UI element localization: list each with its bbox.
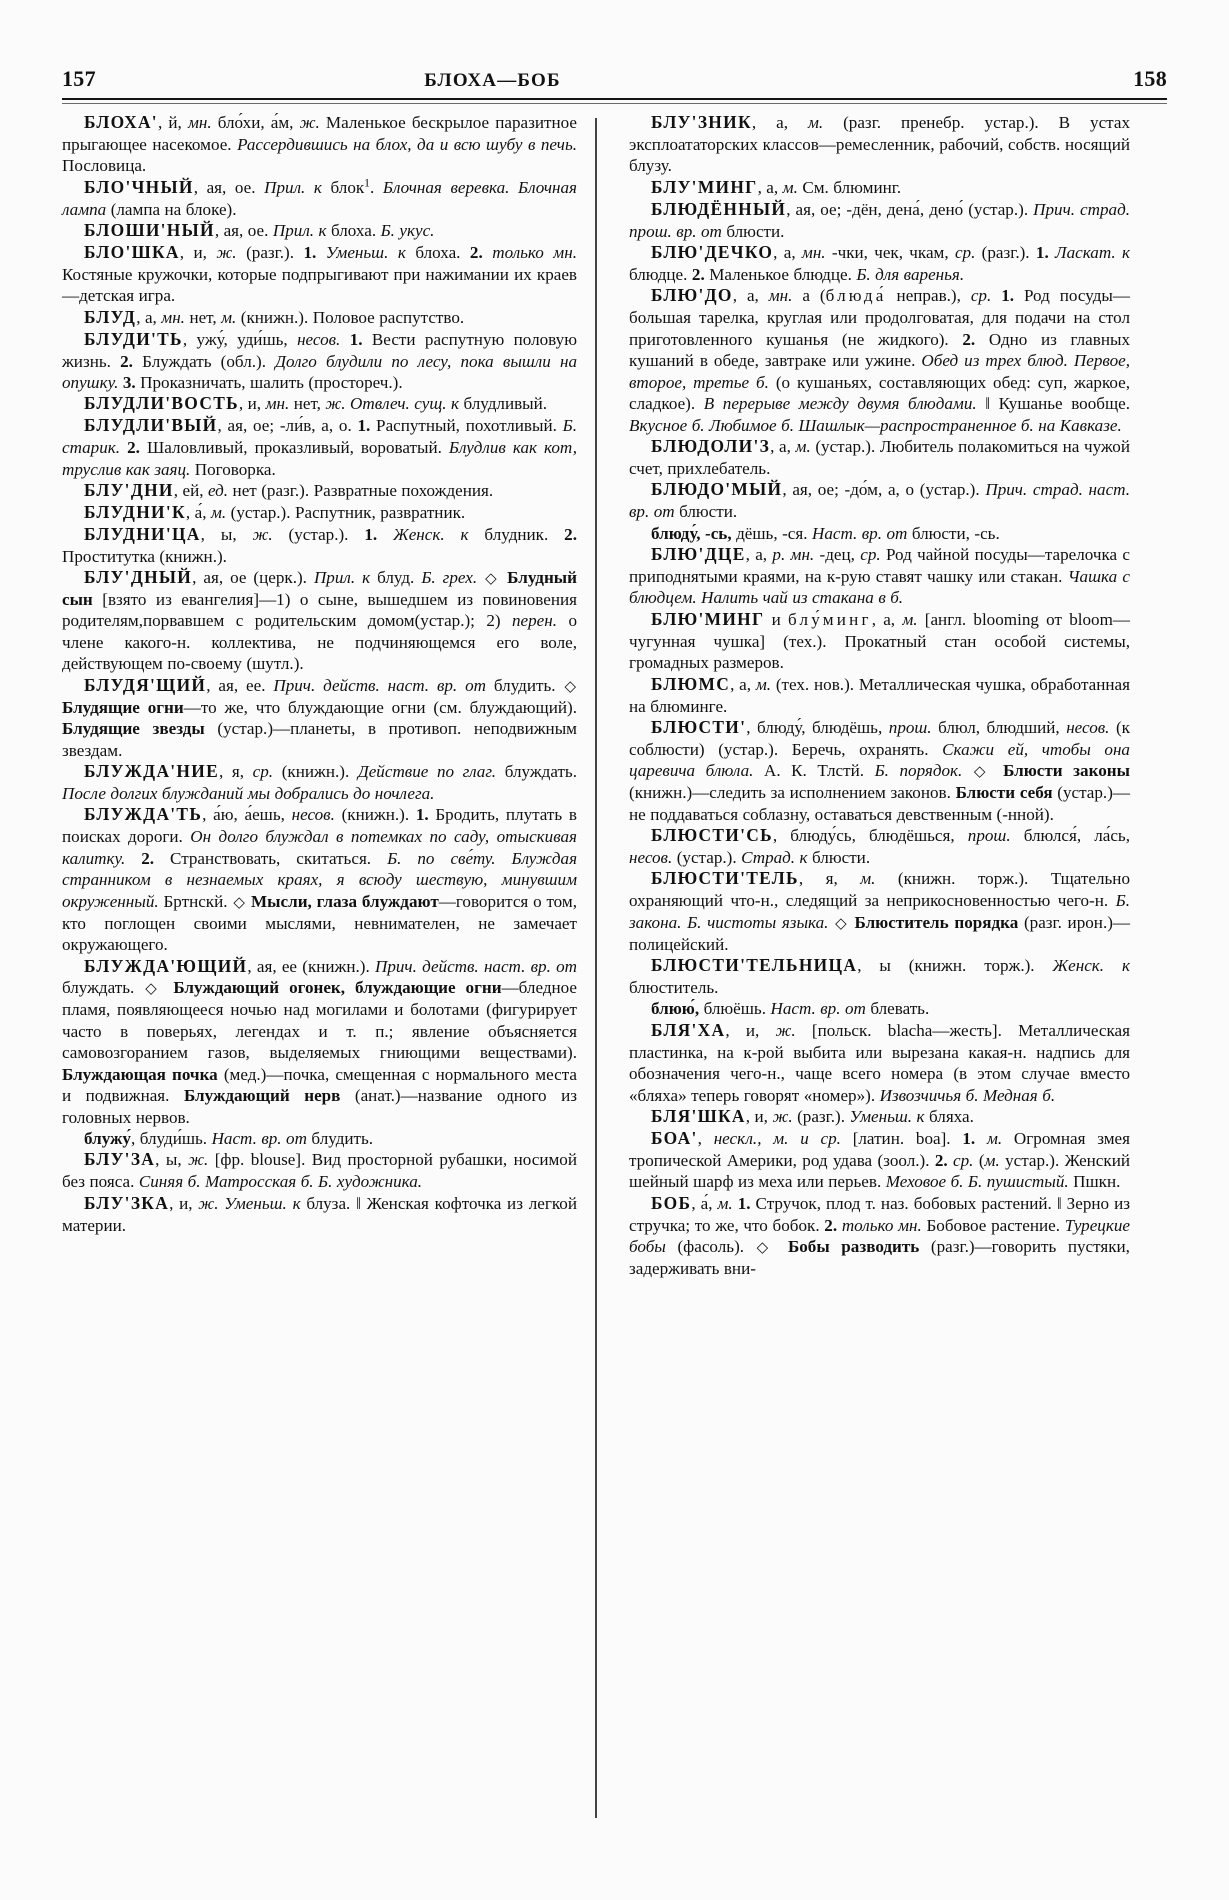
dictionary-entry: БОБ, а́, м. 1. Стручок, плод т. наз. бобовых растений. ‖ Зерно из стручка; то же, что бобок. 2. только мн. Бобовое растение. Турецкие бобы (фасоль). ◇ Бобы разводить (разг.)—говорить пустяки, задерживать вни- xyxy=(629,1192,1130,1278)
dictionary-entry: БЛЮ'ДО, а, мн. а (блюда́ неправ.), ср. 1. Род посуды—большая тарелка, круглая или продолговатая, для подачи на стол приготовленного кушанья (не жидкого). 2. Одно из главных кушаний в обеде, завтраке или ужине. Обед из трех блюд. Первое, второе, третье б. (о кушаньях, составляющих обед: суп, жаркое, сладкое). В перерыве между двумя блюдами. ‖ Кушанье вообще. Вкусное б. Любимое б. Шашлык—распространенное б. на Кавказе. xyxy=(629,285,1131,435)
column-divider xyxy=(595,118,597,1818)
dictionary-entry: БЛЮДЁННЫЙ, ая, ое; -дён, дена́, дено́ (устар.). Прич. страд. прош. вр. от блюсти. xyxy=(629,198,1130,241)
dictionary-entry: БЛУДЛИ'ВЫЙ, ая, ое; -ли́в, а, о. 1. Распутный, похотливый. Б. старик. 2. Шаловливый, проказливый, вороватый. Блудлив как кот, труслив как заяц. Поговорка. xyxy=(62,415,577,479)
dictionary-entry: БОА', нескл., м. и ср. [латин. boa]. 1. м. Огромная змея тропической Америки, род удава (зоол.). 2. ср. (м. устар.). Женский шейный шарф из меха или перьев. Меховое б. Б. пушистый. Пшкн. xyxy=(629,1128,1131,1192)
dictionary-entry: БЛУЖДА'НИЕ, я, ср. (книжн.). Действие по глаг. блуждать. После долгих блужданий мы добрались до ночлега. xyxy=(62,761,578,803)
dictionary-entry: БЛУ'МИНГ, а, м. См. блюминг. xyxy=(651,176,902,197)
dictionary-entry: БЛУ'ДНЫЙ, ая, ое (церк.). Прил. к блуд. Б. грех. ◇ Блудный сын [взято из евангелия]—1) о сыне, вышедшем из повиновения родителям,порвавшем с родительским домом(устар.); 2) перен. о члене какого-н. коллектива, не подчиняющемся его воле, действующем по-своему (шутл.). xyxy=(62,567,577,674)
column-right xyxy=(597,112,1130,1852)
dictionary-entry: БЛЮМС, а, м. (тех. нов.). Металлическая чушка, обработанная на блюминге. xyxy=(629,673,1130,716)
dictionary-entry: БЛУДНИ'ЦА, ы, ж. (устар.). 1. Женск. к блудник. 2. Проститутка (книжн.). xyxy=(62,523,577,566)
dictionary-entry: БЛУД, а, мн. нет, м. (книжн.). Половое распутство. xyxy=(84,306,465,327)
dictionary-entry: БЛЮ'ДЕЧКО, а, мн. -чки, чек, чкам, ср. (разг.). 1. Ласкат. к блюдце. 2. Маленькое блюдце. Б. для варенья. xyxy=(629,241,1130,284)
text-columns xyxy=(62,112,1167,1852)
dictionary-entry: БЛЮСТИ'ТЕЛЬ, я, м. (книжн. торж.). Тщательно охраняющий что-н., следящий за неприкосновенностью чего-н. Б. закона. Б. чистоты языка. ◇ Блюститель порядка (разг. ирон.)—полицейский. xyxy=(629,868,1130,954)
dictionary-entry: БЛУ'ЗНИК, а, м. (разг. пренебр. устар.). В устах эксплоататорских классов—ремесленник, рабочий, собств. носящий блузу. xyxy=(629,112,1130,176)
dictionary-entry: блужу́, блуди́шь. Наст. вр. от блудить. xyxy=(84,1129,374,1148)
header-rule xyxy=(62,98,1167,100)
column-left xyxy=(62,112,595,1852)
dictionary-entry: БЛУДЯ'ЩИЙ, ая, ее. Прич. действ. наст. вр. от блудить. ◇ Блудящие огни—то же, что блуждающие огни (см. блуждающий). Блудящие звезды (устар.)—планеты, в противоп. неподвижным звездам. xyxy=(62,674,577,760)
dictionary-entry: БЛУЖДА'ТЬ, а́ю, а́ешь, несов. (книжн.). 1. Бродить, плутать в поисках дороги. Он долго блуждал в потемках по саду, отыскивая калитку. 2. Странствовать, скитаться. Б. по све́ту. Блуждая странником в незнаемых краях, я всюду шествую, минувшим окруженный. Бртнскй. ◇ Мысли, глаза блуждают—говорится о том, кто поглощен своими мыслями, невнимателен, не замечает окружающего. xyxy=(62,804,578,955)
folio-left: 157 xyxy=(62,66,96,91)
dictionary-entry: БЛЯ'ШКА, и, ж. (разг.). Уменьш. к бляха. xyxy=(651,1106,974,1127)
dictionary-entry: БЛОХА', й, мн. бло́хи, а́м, ж. Маленькое бескрылое паразитное прыгающее насекомое. Рассердившись на блох, да и всю шубу в печь. Пословица. xyxy=(62,112,577,176)
running-head-words: БЛОХА—БОБ xyxy=(424,70,561,91)
dictionary-entry: БЛО'ЧНЫЙ, ая, ое. Прил. к блок$^1$. Блочная веревка. Блочная лампа (лампа на блоке). xyxy=(62,176,577,219)
dictionary-entry: БЛУЖДА'ЮЩИЙ, ая, ее (книжн.). Прич. действ. наст. вр. от блуждать. ◇ Блуждающий огонек, блуждающие огни—бледное пламя, появляющееся ночью над могилами и болотами (фигурирует часто в поверьях, легендах и т. п.; явление объясняется самовозгоранием газов, выделяемых гниющими веществами). Блуждающая почка (мед.)—почка, смещенная с нормального места и подвижная. Блуждающий нерв (анат.)—название одного из головных нервов. xyxy=(62,955,578,1127)
dictionary-entry: БЛУДНИ'К, а́, м. (устар.). Распутник, развратник. xyxy=(84,501,466,522)
dictionary-entry: БЛЮСТИ', блюду́, блюдёшь, прош. блюл, блюдший, несов. (к соблюсти) (устар.). Беречь, охранять. Скажи ей, чтобы она царевича блюла. А. К. Тлстй. Б. порядок. ◇ Блюсти законы (книжн.)—следить за исполнением законов. Блюсти себя (устар.)—не поддаваться соблазну, оставаться девственным (-нной). xyxy=(629,717,1130,824)
dictionary-entry: БЛУ'ДНИ, ей, ед. нет (разг.). Развратные похождения. xyxy=(84,480,494,501)
dictionary-entry: БЛО'ШКА, и, ж. (разг.). 1. Уменьш. к блоха. 2. только мн. Костяные кружочки, которые подпрыгивают при нажимании их краев—детская игра. xyxy=(62,241,577,306)
dictionary-entry: БЛЮСТИ'ТЕЛЬНИЦА, ы (книжн. торж.). Женск. к блюститель. xyxy=(629,955,1130,997)
dictionary-entry: БЛОШИ'НЫЙ, ая, ое. Прил. к блоха. Б. укус. xyxy=(84,220,435,241)
dictionary-entry: БЛУ'ЗА, ы, ж. [фр. blouse]. Вид просторной рубашки, носимой без пояса. Синяя б. Матросская б. Б. художника. xyxy=(62,1149,577,1192)
dictionary-entry: БЛЮДО'МЫЙ, ая, ое; -до́м, а, о (устар.). Прич. страд. наст. вр. от блюсти. xyxy=(629,479,1131,522)
dictionary-entry: блюю́, блюёшь. Наст. вр. от блевать. xyxy=(651,999,930,1019)
running-head xyxy=(62,58,1167,92)
dictionary-entry: БЛЮСТИ'СЬ, блюду́сь, блюдёшься, прош. блюлся́, ла́сь, несов. (устар.). Страд. к блюсти. xyxy=(629,825,1131,867)
dictionary-entry: БЛЯ'ХА, и, ж. [польск. blacha—жесть]. Металлическая пластинка, на к-рой выбита или вырезана какая-н. надпись для обозначения чего-н., чаще всего номера (в этом случае вместо «бляха» теперь говорят «номер»). Извозчичья б. Медная б. xyxy=(629,1019,1130,1105)
dictionary-entry: БЛЮ'ДЦЕ, а, р. мн. -дец, ср. Род чайной посуды—тарелочка с приподнятыми краями, на к-рую ставят чашку или стакан. Чашка с блюдцем. Налить чай из стакана в б. xyxy=(629,544,1131,608)
dictionary-entry: БЛЮ'МИНГ и блу́минг, а, м. [англ. blooming от bloom—чугунная чушка] (тех.). Прокатный стан особой системы, громадных размеров. xyxy=(629,608,1130,673)
dictionary-entry: БЛУДЛИ'ВОСТЬ, и, мн. нет, ж. Отвлеч. сущ. к блудливый. xyxy=(84,393,548,414)
dictionary-entry: блюду́, -сь, дёшь, -ся. Наст. вр. от блюсти, -сь. xyxy=(651,523,1000,543)
folio-right: 158 xyxy=(1133,66,1167,91)
dictionary-entry: БЛЮДОЛИ'З, а, м. (устар.). Любитель полакомиться на чужой счет, прихлебатель. xyxy=(629,435,1130,478)
dictionary-entry: БЛУДИ'ТЬ, ужу́, уди́шь, несов. 1. Вести распутную половую жизнь. 2. Блуждать (обл.). Долго блудили по лесу, пока вышли на опушку. 3. Проказничать, шалить (простореч.). xyxy=(62,328,578,392)
dictionary-entry: БЛУ'ЗКА, и, ж. Уменьш. к блуза. ‖ Женская кофточка из легкой материи. xyxy=(62,1192,577,1235)
